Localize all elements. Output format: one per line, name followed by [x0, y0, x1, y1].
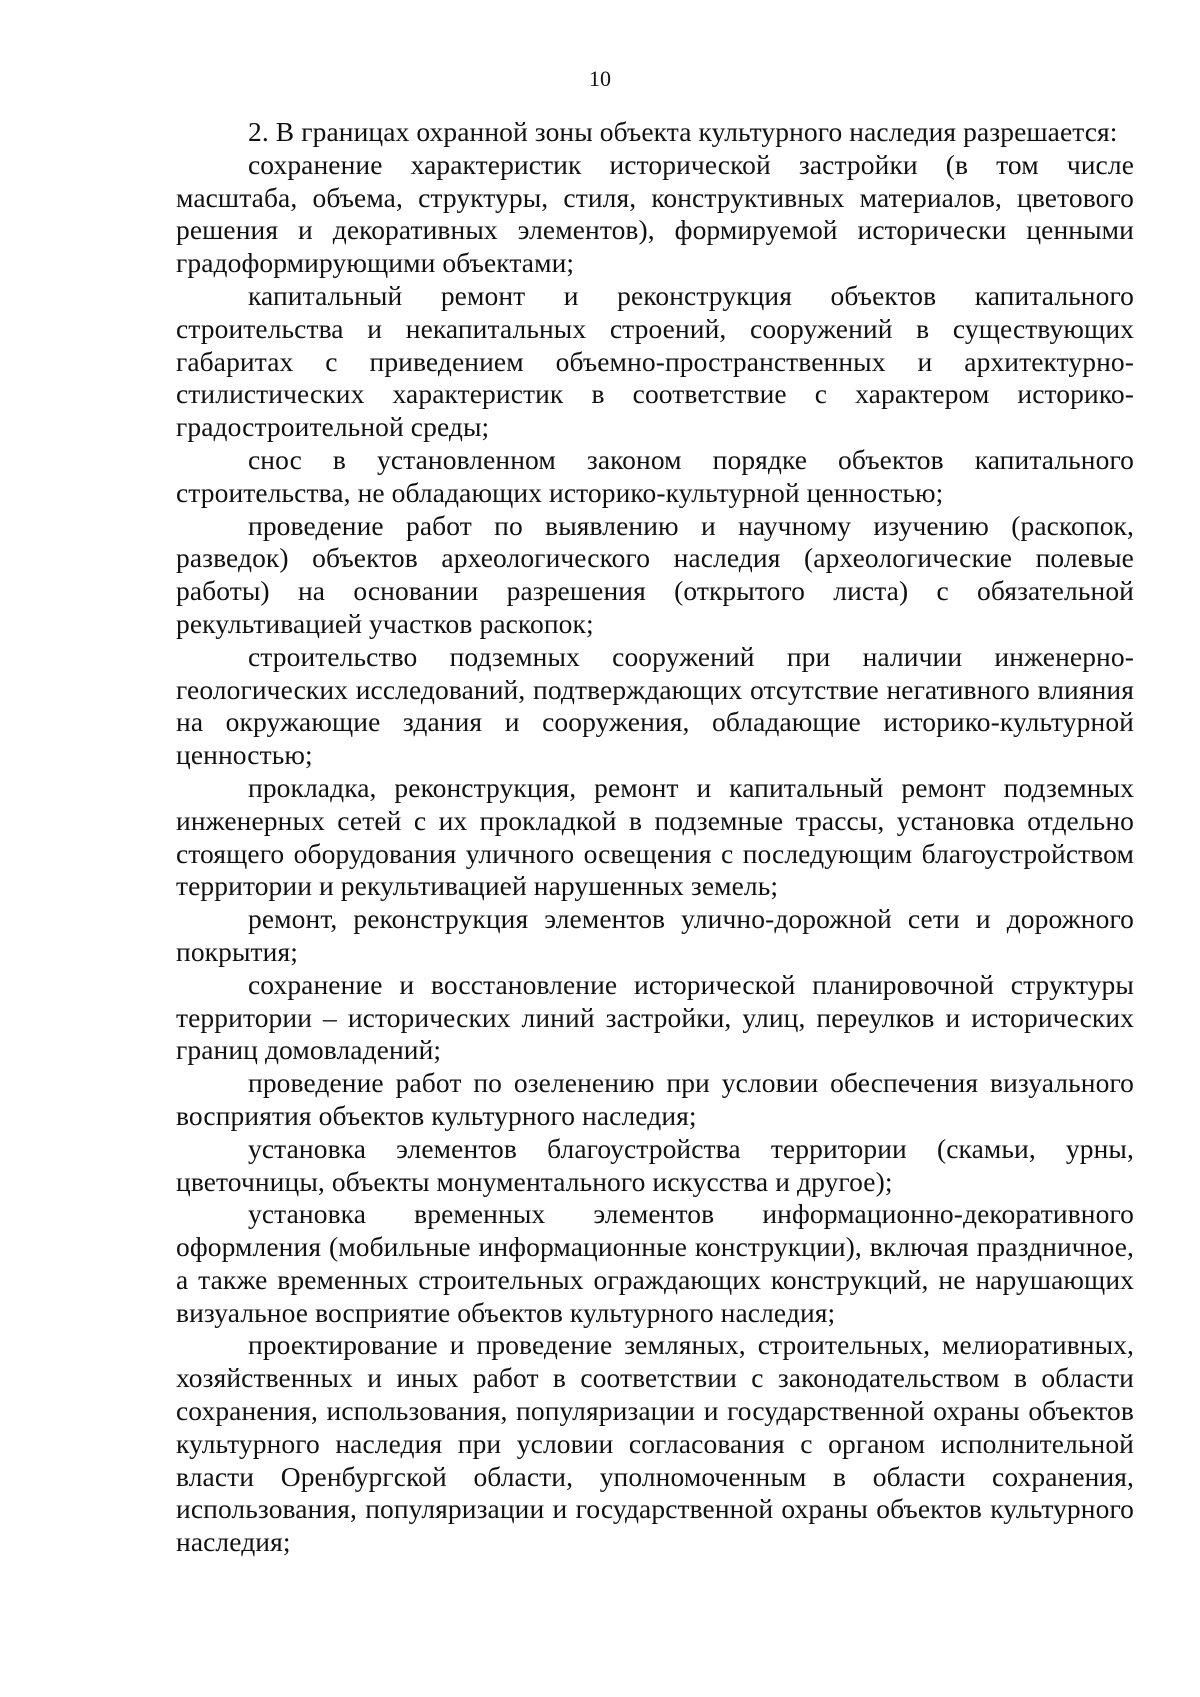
page-number: 10 — [589, 66, 611, 91]
paragraph-design-works: проектирование и проведение земляных, строительных, мелиоративных, хозяйственных и иных работ в соответствии с законодательством в области сохранения, использования, популяризации и государственной охраны объектов культурного наследия при условии согласования с органом исполнительной власти Оренбургской области, уполномоченным в области сохранения, использования, популяризации и государственной охраны объектов культурного наследия; — [176, 1329, 1134, 1558]
paragraph-demolition: снос в установленном законом порядке объектов капитального строительства, не обладающих историко-культурной ценностью; — [176, 443, 1134, 508]
paragraph-engineering-networks: прокладка, реконструкция, ремонт и капитальный ремонт подземных инженерных сетей с их прокладкой в подземные трассы, установка отдельно стоящего оборудования уличного освещения с последующим благоустройством территории и рекультивацией нарушенных земель; — [176, 771, 1134, 902]
paragraph-archaeology: проведение работ по выявлению и научному изучению (раскопок, разведок) объектов археологического наследия (археологические полевые работы) на основании разрешения (открытого листа) с обязательной рекультивацией участков раскопок; — [176, 509, 1134, 639]
paragraph-landscaping: проведение работ по озеленению при условии обеспечения визуального восприятия объектов культурного наследия; — [176, 1067, 1134, 1131]
document-body — [176, 116, 1134, 1559]
paragraph-amenities: установка элементов благоустройства территории (скамьи, урны, цветочницы, объекты монументального искусства и другое); — [176, 1132, 1134, 1197]
paragraph-road-repair: ремонт, реконструкция элементов улично-дорожной сети и дорожного покрытия; — [176, 903, 1134, 967]
paragraph-underground-construction: строительство подземных сооружений при наличии инженерно-геологических исследований, подтверждающих отсутствие негативного влияния на окружающие здания и сооружения, обладающие историко-культурной ценностью; — [176, 640, 1134, 771]
paragraph-temporary-decor: установка временных элементов информационно-декоративного оформления (мобильные информационные конструкции), включая праздничное, а также временных строительных ограждающих конструкций, не нарушающих визуальное восприятие объектов культурного наследия; — [176, 1198, 1134, 1328]
paragraph-capital-repair: капитальный ремонт и реконструкция объектов капитального строительства и некапитальных строений, сооружений в существующих габаритах с приведением объемно-пространственных и архитектурно-стилистических характеристик в соответствие с характером историко-градостроительной среды; — [176, 279, 1134, 443]
paragraph-preservation-characteristics: сохранение характеристик исторической застройки (в том числе масштаба, объема, структуры, стиля, конструктивных материалов, цветового решения и декоративных элементов), формируемой исторически ценными градоформирующими объектами; — [176, 148, 1134, 279]
paragraph-planning-structure: сохранение и восстановление исторической планировочной структуры территории – исторических линий застройки, улиц, переулков и исторических границ домовладений; — [176, 968, 1134, 1066]
paragraph-permitted-intro: 2. В границах охранной зоны объекта культурного наследия разрешается: — [248, 116, 1118, 147]
